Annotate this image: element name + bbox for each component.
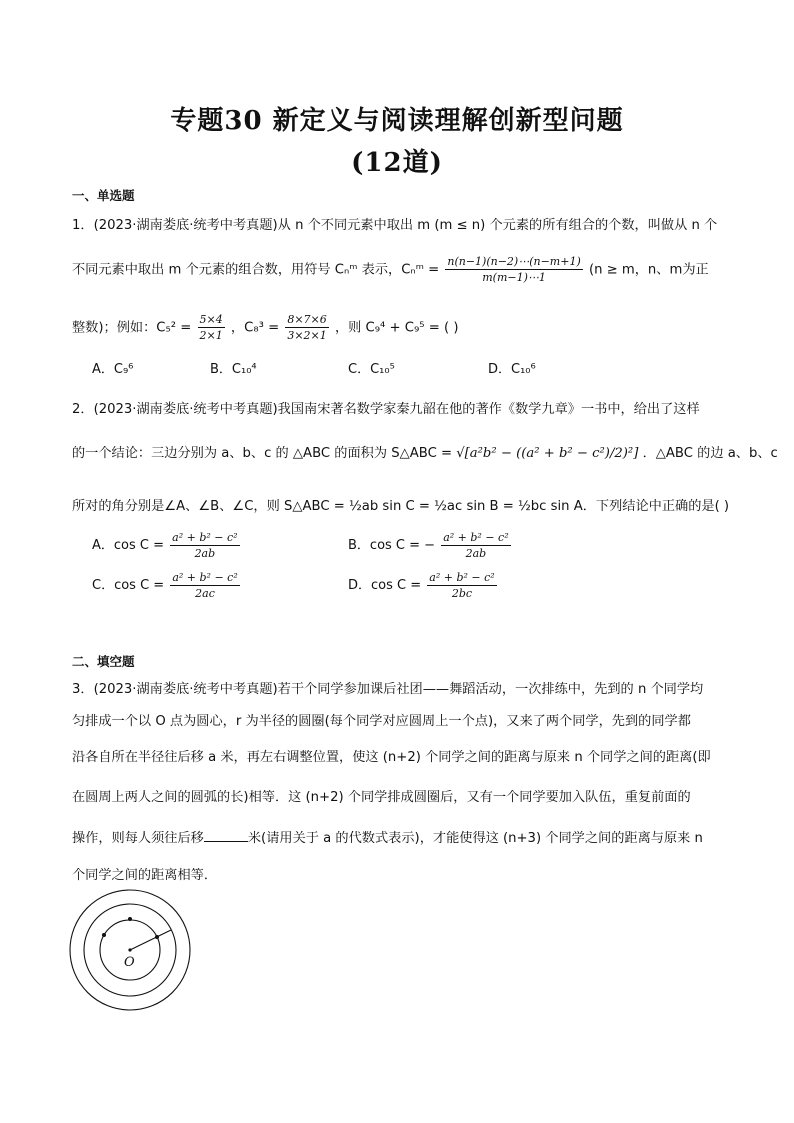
student-point-left (102, 933, 106, 937)
radius-line (130, 930, 171, 950)
q2-option-c-num: a² + b² − c² (172, 571, 238, 584)
q3-line-4: 在圆周上两人之间的圆弧的长)相等．这 (n+2) 个同学排成圆圈后，又有一个同学要加入队伍，重复前面的 (72, 790, 691, 805)
q1-text-3b: ，C₈³ = (230, 320, 280, 336)
q1-formula-numerator: n(n−1)(n−2)⋯(n−m+1) (447, 255, 581, 268)
section-heading-fill-blank: 二、填空题 (72, 654, 135, 669)
q2-option-a-den: 2ab (194, 547, 216, 560)
q1-example-1-den: 2×1 (199, 329, 223, 342)
q2-option-c-den: 2ac (195, 587, 215, 600)
q3-line-2: 匀排成一个以 O 点为圆心，r 为半径的圆圈(每个同学对应圆周上一个点)，又来了两个同学，先到的同学都 (72, 714, 691, 729)
page-subtitle: (12道) (351, 148, 443, 178)
q2-option-a-fraction (170, 530, 239, 561)
q2-option-b-den: 2ab (465, 547, 487, 560)
q1-option-c[interactable]: C．C₁₀⁵ (348, 362, 395, 377)
q2-option-a-label: A．cos C = (92, 538, 165, 553)
q2-option-c[interactable] (92, 570, 242, 601)
q2-line-3: 所对的角分别是∠A、∠B、∠C，则 S△ABC = ½ab sin C = ½ac sin B = ½bc sin A．下列结论中正确的是( ) (72, 499, 730, 514)
q2-option-d-fraction (427, 570, 496, 601)
q1-text-3c: ，则 C₉⁴ + C₉⁵ = ( ) (334, 320, 459, 336)
q2-option-a[interactable] (92, 530, 242, 561)
q2-heron-formula: √[a²b² − ((a² + b² − c²)/2)²] (456, 446, 639, 461)
q2-option-b[interactable] (348, 530, 513, 561)
q2-option-d-label: D．cos C = (348, 578, 422, 593)
student-point-top (128, 917, 132, 921)
concentric-circles-figure (68, 888, 192, 1012)
q1-text-2a: 不同元素中取出 m 个元素的组合数，用符号 Cₙᵐ 表示，Cₙᵐ = (72, 262, 440, 278)
q2-option-b-fraction (441, 530, 510, 561)
q3-line-6: 个同学之间的距离相等． (72, 868, 218, 883)
q2-option-b-label: B．cos C = − (348, 538, 436, 553)
q3-text-5b: 米(请用关于 a 的代数式表示)，才能使得这 (n+3) 个同学之间的距离与原来 n (247, 831, 703, 846)
q1-text-3a: 整数)；例如：C₅² = (72, 320, 192, 336)
q1-example-2-den: 3×2×1 (287, 329, 327, 342)
q1-option-a[interactable]: A．C₉⁶ (92, 362, 134, 377)
q2-text-2a: 的一个结论：三边分别为 a、b、c 的 △ABC 的面积为 S△ABC = (72, 446, 453, 461)
q2-line-2 (72, 442, 778, 461)
q2-option-d[interactable] (348, 570, 499, 601)
section-heading-single-choice: 一、单选题 (72, 188, 135, 203)
q1-combination-formula (445, 254, 582, 285)
q2-line-1: 2．(2023·湖南娄底·统考中考真题)我国南宋著名数学家秦九韶在他的著作《数学九章》一书中，给出了这样 (72, 402, 700, 417)
q2-option-a-num: a² + b² − c² (172, 531, 238, 544)
q1-line-3 (72, 312, 458, 343)
q3-text-5a: 操作，则每人须往后移 (72, 831, 204, 846)
q2-option-b-num: a² + b² − c² (443, 531, 509, 544)
q1-text-2b: (n ≥ m，n、m为正 (588, 262, 709, 278)
q1-example-2 (285, 312, 328, 343)
student-point-right (155, 935, 159, 939)
q2-option-c-label: C．cos C = (92, 578, 165, 593)
q1-line-2 (72, 254, 709, 285)
q1-example-1 (198, 312, 225, 343)
q1-formula-denominator: m(m−1)⋯1 (482, 271, 546, 284)
page-title: 专题30 新定义与阅读理解创新型问题 (170, 106, 624, 136)
q3-line-1: 3．(2023·湖南娄底·统考中考真题)若干个同学参加课后社团——舞蹈活动，一次排练中，先到的 n 个同学均 (72, 682, 704, 697)
q3-line-5 (72, 827, 703, 846)
q2-option-d-den: 2bc (451, 587, 473, 600)
q1-option-d[interactable]: D．C₁₀⁶ (488, 362, 536, 377)
q1-example-1-num: 5×4 (199, 313, 223, 326)
q3-line-3: 沿各自所在半径往后移 a 米，再左右调整位置，使这 (n+2) 个同学之间的距离与原来 n 个同学之间的距离(即 (72, 750, 711, 765)
center-point (128, 948, 131, 951)
q1-line-1: 1．(2023·湖南娄底·统考中考真题)从 n 个不同元素中取出 m (m ≤ n) 个元素的所有组合的个数，叫做从 n 个 (72, 218, 718, 233)
q1-option-b[interactable]: B．C₁₀⁴ (210, 362, 257, 377)
q2-option-c-fraction (170, 570, 239, 601)
center-label: O (124, 955, 135, 970)
q2-text-2c: ．△ABC 的边 a、b、c (642, 446, 778, 461)
q3-answer-blank[interactable] (204, 829, 248, 842)
q1-example-2-num: 8×7×6 (287, 313, 327, 326)
q2-option-d-num: a² + b² − c² (429, 571, 495, 584)
